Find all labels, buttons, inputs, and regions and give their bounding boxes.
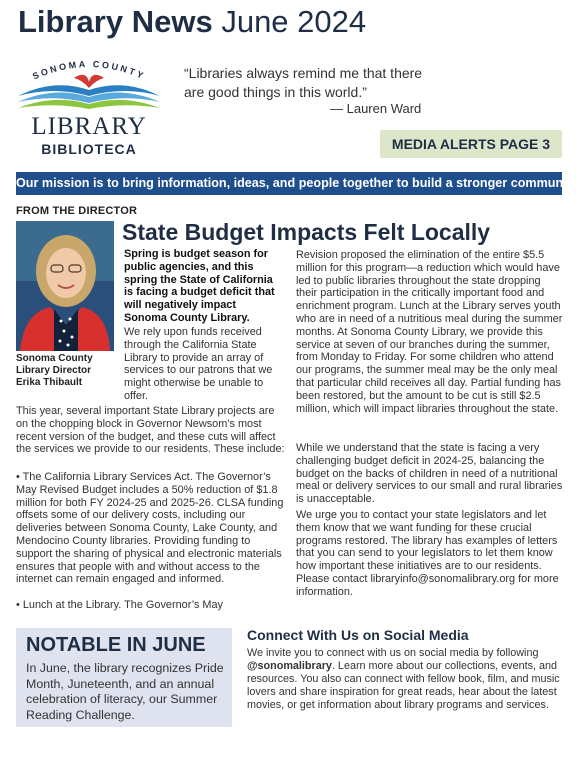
caption-line: Erika Thibault xyxy=(16,377,83,388)
article-paragraph: We rely upon funds received through the California State Library to provide an array of services to our patrons that we might otherwise be unable to offer. xyxy=(124,326,273,402)
notable-box xyxy=(16,628,232,727)
logo-top-text: SONOMA COUNTY xyxy=(31,58,147,82)
quote-author: — Lauren Ward xyxy=(330,101,422,116)
social-text-rest: . Learn more about our collections, events, and resources. You also can connect with fellow book, film, and music lovers and share inspiration for great reads, hear about the latest movies, or get information about library programs and services. xyxy=(247,659,560,711)
article-paragraph: While we understand that the state is facing a very challenging budget deficit in 2024-25, balancing the budget on the backs of children in need of a nutritional meal or delivery services to our small and rural libraries is unacceptable. xyxy=(296,442,563,506)
newsletter-title xyxy=(18,4,366,40)
article-paragraph: We urge you to contact your state legislators and let them know that we want funding for these crucial programs restored. The library has examples of letters that you can send to your legislators to let them know how important these initiatives are to our residents. Please contact libraryinfo@sonomalibrary.org for more information. xyxy=(296,509,559,598)
logo-book-icon xyxy=(74,75,104,88)
notable-title: NOTABLE IN JUNE xyxy=(26,634,206,656)
title-date: June 2024 xyxy=(221,4,367,39)
photo-caption xyxy=(16,353,114,389)
caption-line: Library Director xyxy=(16,365,92,376)
article-lead: Spring is budget season for public agencies, and this spring the State of California is facing a budget deficit that will negatively impact Sonoma County Library. xyxy=(124,248,275,324)
article-bullet: • Lunch at the Library. The Governor’s May xyxy=(16,599,224,611)
quote-text: “Libraries always remind me that there are good things in this world.” xyxy=(184,65,423,100)
logo-sub-text: BIBLIOTECA xyxy=(41,141,137,157)
director-photo xyxy=(16,221,114,351)
logo-main-text: LIBRARY xyxy=(31,113,147,140)
social-handle[interactable]: @sonomalibrary xyxy=(247,659,332,672)
article-paragraph: This year, several important State Library projects are on the chopping block in Governor Newsom’s most recent version of the budget, and these cuts will affect the services we provide to our residents. These include: xyxy=(16,405,285,456)
social-text-intro: We invite you to connect with us on social media by following xyxy=(247,647,539,659)
mission-banner: Our mission is to bring information, ideas, and people together to build a stronger community xyxy=(16,172,562,195)
svg-text:SONOMA COUNTY xyxy=(31,59,147,82)
social-title: Connect With Us on Social Media xyxy=(247,627,469,643)
title-bold: Library News xyxy=(18,4,213,39)
notable-text: In June, the library recognizes Pride Month, Juneteenth, and an annual celebration of literacy, our Summer Reading Challenge. xyxy=(26,661,224,722)
article-paragraph: Revision proposed the elimination of the entire $5.5 million for this program—a reduction which would have led to public libraries throughout the state dropping their participation in the critically important food and enrichment program. Lunch at the Library serves youth who are in need of a nutritious meal during the summer months. At Sonoma County Library, we provide this service at seven of our branches during the summer, from Monday to Friday. For some children who attend our programs, the summer meal may be the only meal that particular child receives all day. Partial funding has been restored, but the amount to be cut is still $2.5 million, which will impact libraries throughout the state. xyxy=(296,249,563,415)
section-label: FROM THE DIRECTOR xyxy=(16,205,138,217)
caption-line: Sonoma County xyxy=(16,353,93,364)
article-bullet: • The California Library Services Act. The Governor’s May Revised Budget includes a 50% reduction of $1.8 million for both FY 2024-25 and 2025-26. CLSA funding offsets some of our delivery costs, including our deliveries between Sonoma County, Lake County, and Mendocino County libraries. Providing funding to support the sharing of physical and electronic materials ensures that people with and without access to the internet can remain engaged and informed. xyxy=(16,471,284,586)
social-text xyxy=(247,647,565,712)
sonoma-county-library-logo xyxy=(14,56,164,160)
article-headline: State Budget Impacts Felt Locally xyxy=(122,219,491,245)
media-alerts-badge: MEDIA ALERTS PAGE 3 xyxy=(380,130,562,158)
